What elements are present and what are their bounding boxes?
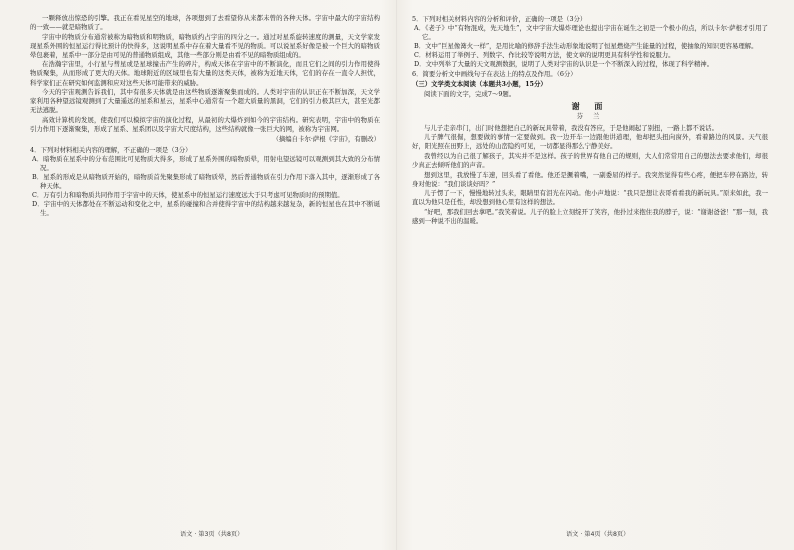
paragraph: “好吧，那我们回去拿吧。”我笑着说。儿子的脸上立刻绽开了笑容，他扑过来抱住我的脖子，说：“谢谢爸爸！”那一刻，我感到一种说不出的温暖。 (412, 207, 768, 225)
option-d: D．宇宙中的天体都处在不断运动和变化之中，星系的碰撞和合并使得宇宙中的结构越来越复杂，新的恒星也在其中不断诞生。 (32, 200, 380, 218)
paragraph: 儿子脾气很倔，想要做的事情一定要做到。我一边开车一边跟他讲道理，他却把头扭向窗外，看着路边的风景。天气很好，阳光照在田野上，远处的山峦隐约可见，一切都显得那么宁静美好。 (412, 133, 768, 151)
story-author: 芬 兰 (576, 112, 604, 121)
question-6: 6．简要分析文中画线句子在表达上的特点及作用。（6分） (412, 70, 577, 79)
paragraph: 与儿子走亲串门，出门时他想把自己的新玩具带着，我没有答应，于是他闹起了别扭，一路上都不说话。 (424, 123, 718, 132)
story-title: 谢 面 (571, 101, 609, 112)
paragraph: 在浩瀚宇宙里，小行星与彗星或是星球撞击产生的碎片，构成天体在宇宙中的不断演化，而且它们之间的引力作用使得物质聚集，从而形成了更大的天体。地球附近的区域里也有大量的这类天体，被称为近地天体，它们的存在一直令人担忧，科学家们正在研究如何监测和应对这些天体可能带来的威胁。 (30, 60, 380, 87)
page-fold (396, 0, 397, 550)
option-c: C．材料运用了举例子、列数字、作比较等说明方法，使文章的说明更具有科学性和说服力。 (414, 51, 675, 60)
option-b: B．星系的形成是从暗物质开始的，暗物质首先聚集形成了暗物质晕，然后普通物质在引力作用下落入其中，逐渐形成了各种天体。 (32, 173, 380, 191)
question-4: 4．下列对材料相关内容的理解，不正确的一项是（3分） (30, 146, 192, 155)
option-a: A．暗物质在星系中的分布范围比可见物质大得多，形成了星系外围的暗物质晕，用射电望远镜可以观测到其大致的分布情况。 (32, 155, 380, 173)
paragraph: 宇宙中的物质分布通常被称为暗物质和明物质，暗物质约占宇宙的四分之一。通过对星系旋转速度的测量，天文学家发现星系外围的恒星运行得比预计的快得多，这说明星系中存在着大量看不见的物质。可以说星系好像是被一个巨大的暗物质晕包裹着，星系中一部分是由可见的普通物质组成，其他一些部分则是由看不见的暗物质组成的。 (30, 32, 380, 59)
source-citation: （摘编自卡尔·萨根《宇宙》，有删改） (272, 134, 380, 143)
page-footer-right: 语文 · 第4页（共8页） (566, 531, 630, 538)
instructions: 阅读下面的文字，完成7～9题。 (424, 90, 516, 99)
right-page (412, 14, 768, 520)
option-d: D．文中列举了大量的天文观测数据，说明了人类对宇宙的认识是一个不断深入的过程，体现了科学精神。 (414, 60, 714, 69)
page-footer-left: 语文 · 第3页（共8页） (180, 531, 244, 538)
paragraph: 今天的宇宙观测告诉我们，其中有很多天体就是由这些物质逐渐聚集而成的。人类对宇宙的认识正在不断加深，天文学家利用各种望远镜观测到了大量遥远的星系和星云，星系中心通常有一个超大质量的黑洞，它们的引力极其巨大，甚至光都无法逃脱。 (30, 88, 380, 115)
paragraph: 一颗释放出惊恐的引擎。我正在看见星空的地球，各项想到了去看望你从来都未曾的各种天体。宇宙中最大的宇宙结构的一致——就是暗物质了。 (30, 14, 380, 32)
option-b: B．文中“巨星像篝火一样”，是用比喻的修辞手法生动形象地说明了恒星燃烧产生能量的过程，使抽象的知识更容易理解。 (414, 42, 758, 51)
question-5: 5．下列对相关材料内容的分析和评价，正确的一项是（3分） (412, 15, 587, 23)
section-heading: （三）文学类文本阅读（本题共3小题，15分） (412, 80, 547, 89)
left-page (30, 14, 380, 520)
paragraph: 高效计算机的发展，使我们可以模拟宇宙的演化过程，从最初的大爆炸到如今的宇宙结构。研究表明，宇宙中的物质在引力作用下逐渐聚集，形成了星系、星系团以及宇宙大尺度结构，这些结构就像一张巨大的网，被称为宇宙网。 (30, 115, 380, 133)
option-c: C．万有引力和暗物质共同作用于宇宙中的天体，使星系中的恒星运行速度远大于只考虑可见物质时的预期值。 (32, 191, 344, 200)
paragraph: 我曾经以为自己很了解孩子，其实并不是这样。孩子的世界有他自己的规则，大人们常常用自己的想法去要求他们，却很少真正去倾听他们的声音。 (412, 151, 768, 169)
paragraph: 想到这里，我放慢了车速，回头看了看他。他还是撅着嘴，一副委屈的样子。我突然觉得有些心疼，便把车停在路边，转身对他说：“我们谈谈好吗？” (412, 170, 768, 188)
paragraph: 儿子愣了一下，慢慢地转过头来，眼睛里有泪光在闪动。他小声地说：“我只是想让表哥看看我的新玩具。”原来如此，我一直以为他只是任性，却没想到他心里有这样的想法。 (412, 189, 768, 207)
option-a: A．《老子》中“有物混成，先天地生”，文中宇宙大爆炸理论也提出宇宙在诞生之初是一个极小的点，所以卡尔·萨根才引用了它。 (414, 24, 768, 42)
